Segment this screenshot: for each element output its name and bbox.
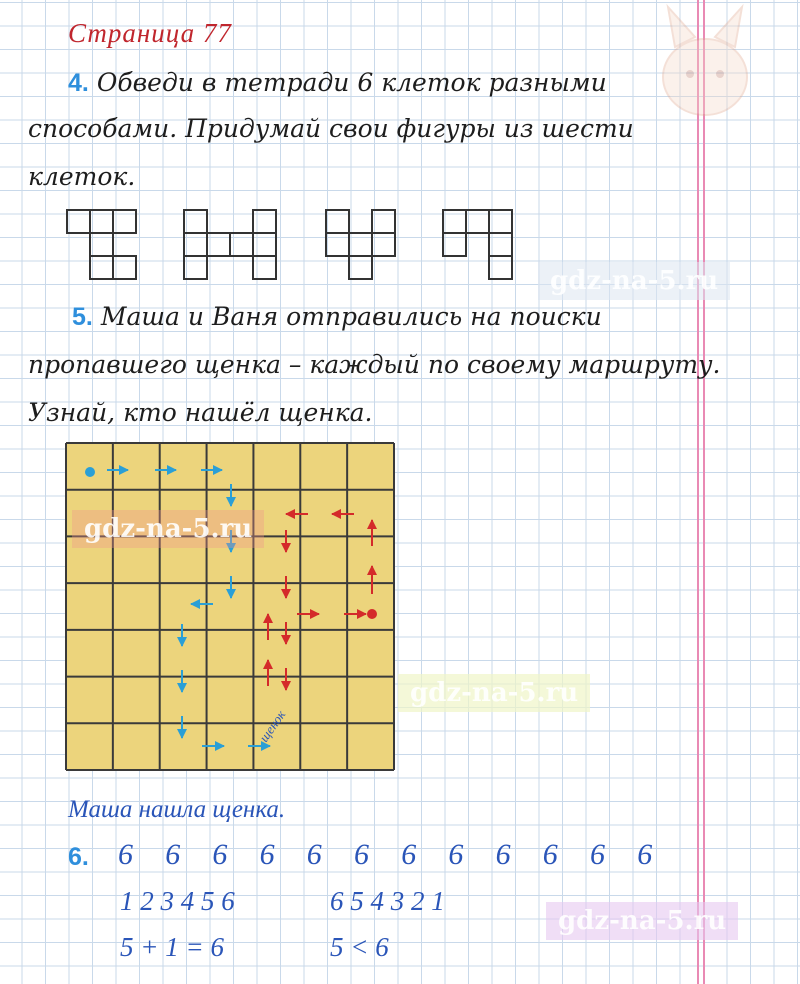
task6-six: 6	[165, 838, 181, 871]
task6-six: 6	[401, 838, 417, 871]
task6-comparison: 5 < 6	[330, 932, 389, 962]
task4-line-2: способами. Придумай свои фигуры из шести	[28, 114, 634, 143]
watermark: gdz-na-5.ru	[546, 902, 738, 940]
task6-six: 6	[590, 838, 605, 871]
blue-start-dot	[85, 467, 95, 477]
red-start-dot	[367, 609, 377, 619]
task4-number: 4.	[68, 69, 89, 97]
task6-six: 6	[212, 838, 228, 871]
task6-number: 6.	[68, 843, 89, 871]
watermark: gdz-na-5.ru	[398, 674, 590, 712]
task6-six: 6	[306, 838, 322, 871]
watermark: gdz-na-5.ru	[538, 262, 730, 300]
task6-six: 6	[495, 838, 511, 871]
task6-equation: 5 + 1 = 6	[120, 932, 224, 962]
task4-line-3: клеток.	[28, 162, 136, 191]
task5-text: Маша и Ваня отправились на поиски	[100, 302, 602, 331]
task5-answer: Маша нашла щенка.	[68, 796, 286, 823]
task6-six: 6	[448, 838, 464, 871]
task5-number: 5.	[72, 303, 93, 331]
task6-six: 6	[259, 838, 275, 871]
task6-sequence-up: 1 2 3 4 5 6	[120, 886, 235, 916]
task6-six: 6	[354, 838, 369, 871]
task6-six: 6	[118, 838, 133, 871]
task5-line-3: Узнай, кто нашёл щенка.	[28, 398, 373, 427]
task6-sequence-down: 6 5 4 3 2 1	[330, 886, 445, 916]
task4-text: Обведи в тетради 6 клеток разными	[96, 68, 607, 97]
task6-six: 6	[637, 838, 653, 871]
watermark: gdz-na-5.ru	[72, 510, 264, 548]
page-title: Страница 77	[68, 18, 232, 48]
task5-line-2: пропавшего щенка – каждый по своему маршруту.	[28, 350, 721, 379]
puppy-label: щенок	[256, 707, 289, 745]
task6-six: 6	[542, 838, 558, 871]
